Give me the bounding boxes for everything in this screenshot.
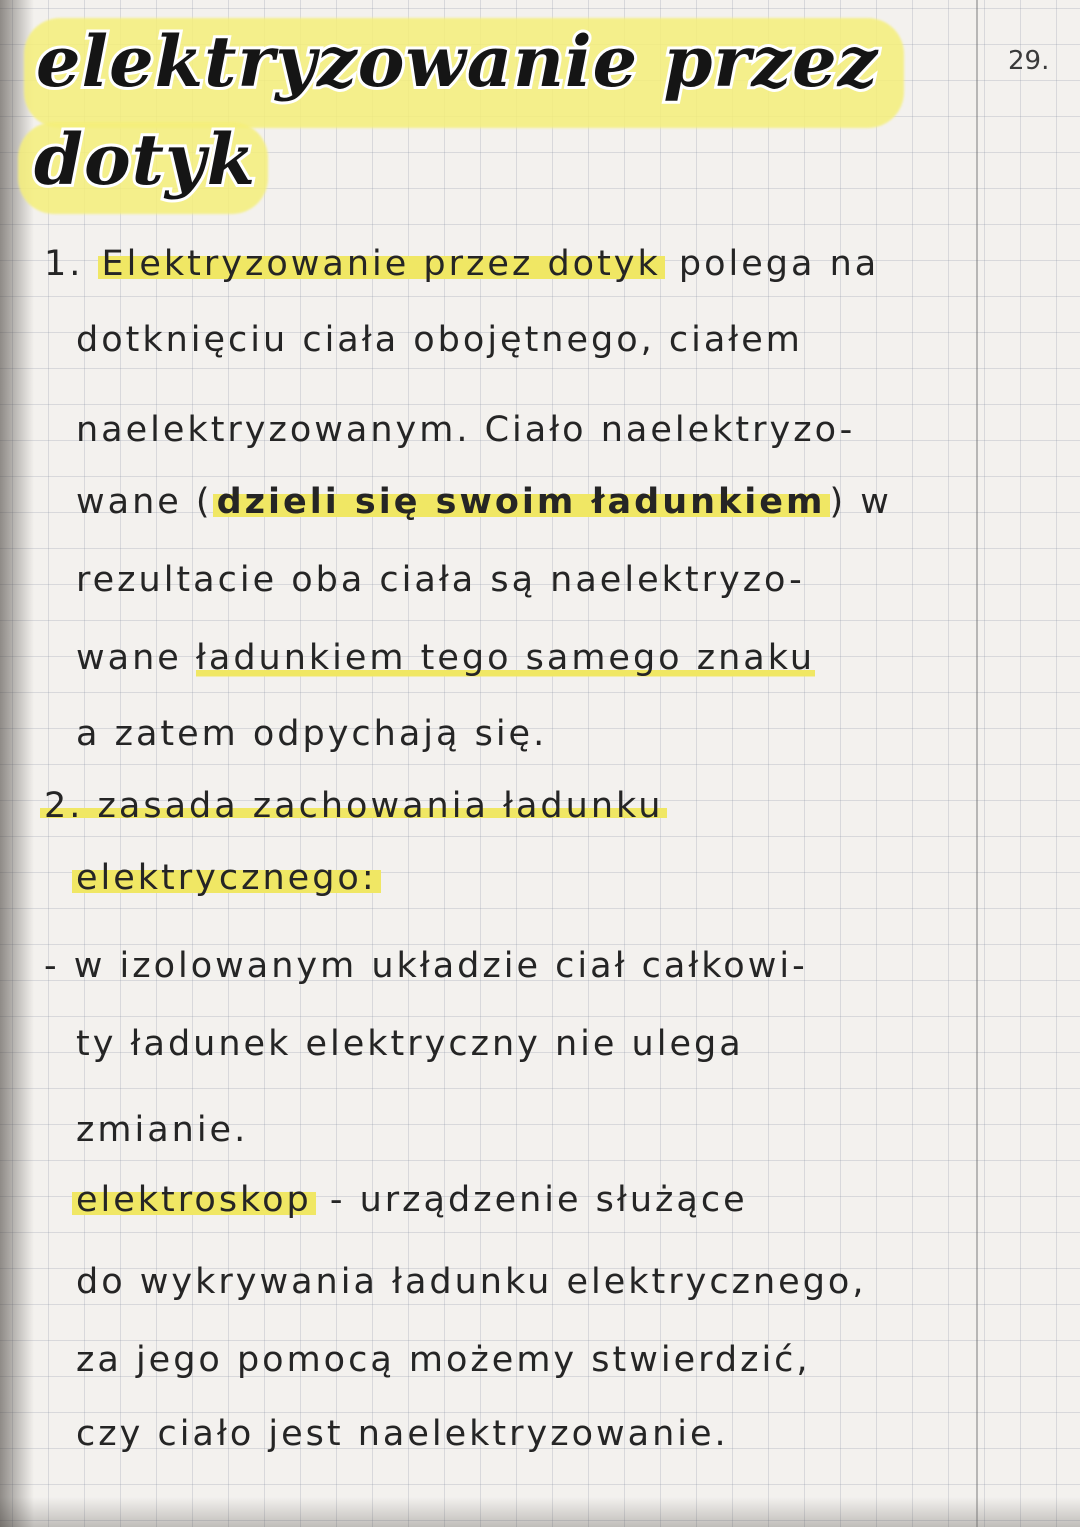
heading-charge-conservation-cont: elektrycznego: <box>72 858 381 898</box>
note-line-10: - w izolowanym układzie ciał całkowi- <box>44 946 808 986</box>
margin-line <box>976 0 978 1527</box>
binding-shadow <box>0 0 34 1527</box>
note-line-6: wane ładunkiem tego samego znaku <box>76 638 816 678</box>
bottom-shade <box>0 1497 1080 1527</box>
note-line-15: za jego pomocą możemy stwierdzić, <box>76 1340 811 1380</box>
note-line-3: naelektryzowanym. Ciało naelektryzo- <box>76 410 856 450</box>
note-line-14: do wykrywania ładunku elektrycznego, <box>76 1262 867 1302</box>
underline-same-sign: ładunkiem tego samego znaku <box>195 638 816 678</box>
note-line-12: zmianie. <box>76 1110 249 1150</box>
note-line-9 <box>72 858 381 898</box>
note-line-2: dotknięciu ciała obojętnego, ciałem <box>76 320 803 360</box>
title-line-1: elektryzowanie przez <box>36 20 879 103</box>
note-line-16: czy ciało jest naelektryzowanie. <box>76 1414 729 1454</box>
note-line-5: rezultacie oba ciała są naelektryzo- <box>76 560 805 600</box>
note-line-1: 1. Elektryzowanie przez dotyk polega na <box>44 244 880 284</box>
note-line-7: a zatem odpychają się. <box>76 714 548 754</box>
title-line-2: dotyk <box>34 118 257 201</box>
highlight-term-definition: Elektryzowanie przez dotyk <box>98 244 665 284</box>
note-line-4: wane ( dzieli się swoim ładunkiem ) w <box>76 482 892 522</box>
note-line-13: elektroskop - urządzenie służące <box>72 1180 748 1220</box>
note-line-8 <box>40 786 667 826</box>
highlight-electroscope: elektroskop <box>72 1180 316 1220</box>
heading-charge-conservation: 2. zasada zachowania ładunku <box>40 786 667 826</box>
highlight-shares-charge: dzieli się swoim ładunkiem <box>213 482 830 522</box>
page-number: 29. <box>1008 46 1050 76</box>
note-line-11: ty ładunek elektryczny nie ulega <box>76 1024 744 1064</box>
